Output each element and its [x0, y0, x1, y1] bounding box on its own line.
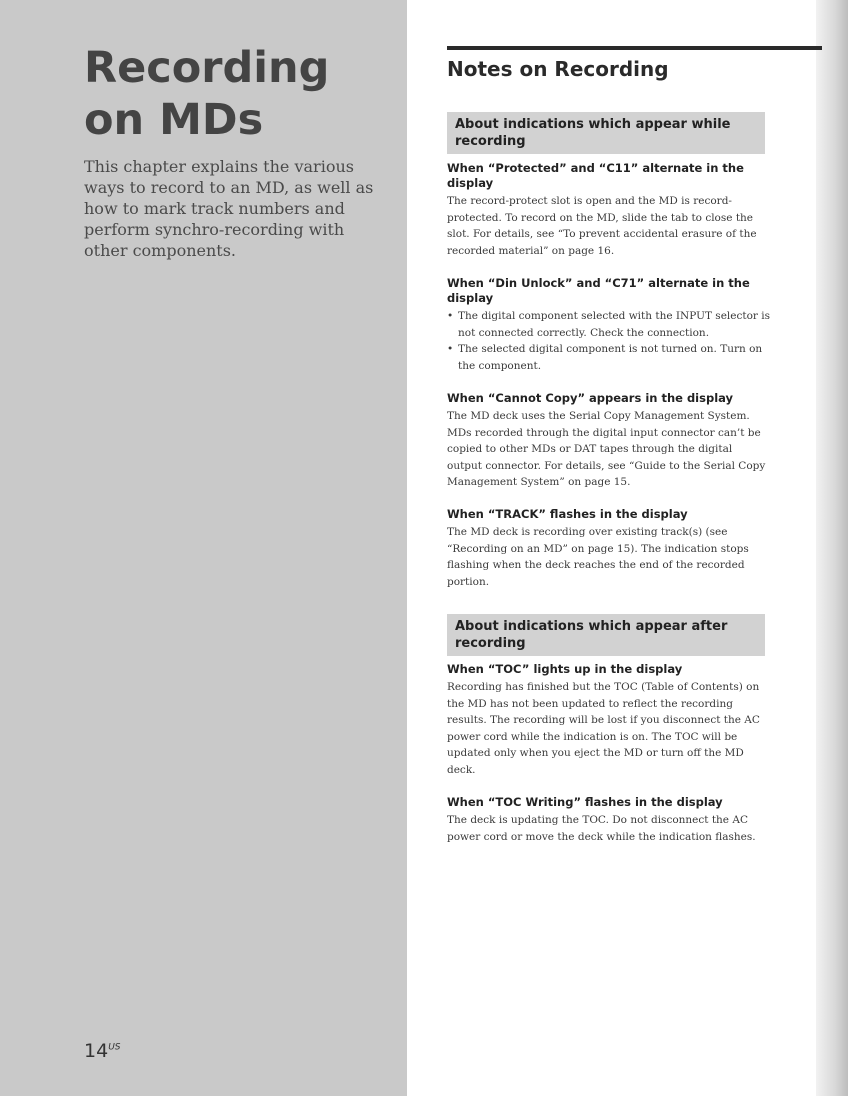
- entry-body: The MD deck uses the Serial Copy Management System. MDs recorded through the digital input connector can’t be copied to other MDs or DAT tapes through the digital output connector. For details, see “Guide to the Serial Copy Management System” on page 15.: [447, 410, 766, 488]
- entry-body: The record-protect slot is open and the MD is record-protected. To record on the MD, slide the tab to close the slot. For details, see “To prevent accidental erasure of the recorded material” on page 16.: [447, 195, 757, 257]
- entry-title: When “TRACK” flashes in the display: [447, 507, 688, 521]
- top-rule: [447, 46, 822, 50]
- chapter-panel: [0, 0, 407, 1096]
- entry-track-flashes: [447, 507, 770, 590]
- entry-bullets: [447, 308, 770, 374]
- entry-title: When “Protected” and “C11” alternate in the display: [447, 161, 744, 190]
- entry-cannot-copy: [447, 391, 770, 491]
- entry-toc-writing: [447, 795, 770, 845]
- bullet-item: • The selected digital component is not turned on. Turn on the component.: [447, 341, 770, 374]
- chapter-intro: This chapter explains the various ways to record to an MD, as well as how to mark track numbers and perform synchro-recording with other components.: [84, 157, 374, 260]
- page-edge: [816, 0, 848, 1096]
- chapter-title: Recording on MDs: [84, 43, 330, 145]
- entry-protected: [447, 161, 770, 259]
- page-number-suffix: US: [108, 1042, 121, 1053]
- entry-din-unlock: [447, 276, 770, 374]
- entry-body: Recording has finished but the TOC (Table of Contents) on the MD has not been updated to reflect the recording results. The recording will be lost if you disconnect the AC power cord while the indication is on. The TOC will be updated only when you eject the MD or turn off the MD deck.: [447, 681, 760, 776]
- entry-title: When “Cannot Copy” appears in the display: [447, 391, 734, 405]
- entry-body: The MD deck is recording over existing track(s) (see “Recording on an MD” on page 15). The indication stops flashing when the deck reaches the end of the recorded portion.: [447, 526, 749, 588]
- page-number: [84, 1040, 121, 1062]
- entry-title: When “TOC Writing” flashes in the display: [447, 795, 723, 809]
- entry-title: When “Din Unlock” and “C71” alternate in the display: [447, 276, 750, 305]
- entry-body: The deck is updating the TOC. Do not disconnect the AC power cord or move the deck while the indication flashes.: [447, 814, 756, 843]
- notes-title: Notes on Recording: [447, 57, 669, 81]
- entry-toc-lights: [447, 662, 770, 778]
- section-heading-while-recording: About indications which appear while recording: [447, 112, 765, 154]
- page-number-value: 14: [84, 1040, 109, 1062]
- bullet-item: • The digital component selected with the INPUT selector is not connected correctly. Check the connection.: [447, 308, 770, 341]
- section-heading-after-recording: About indications which appear after recording: [447, 614, 765, 656]
- entry-title: When “TOC” lights up in the display: [447, 662, 683, 676]
